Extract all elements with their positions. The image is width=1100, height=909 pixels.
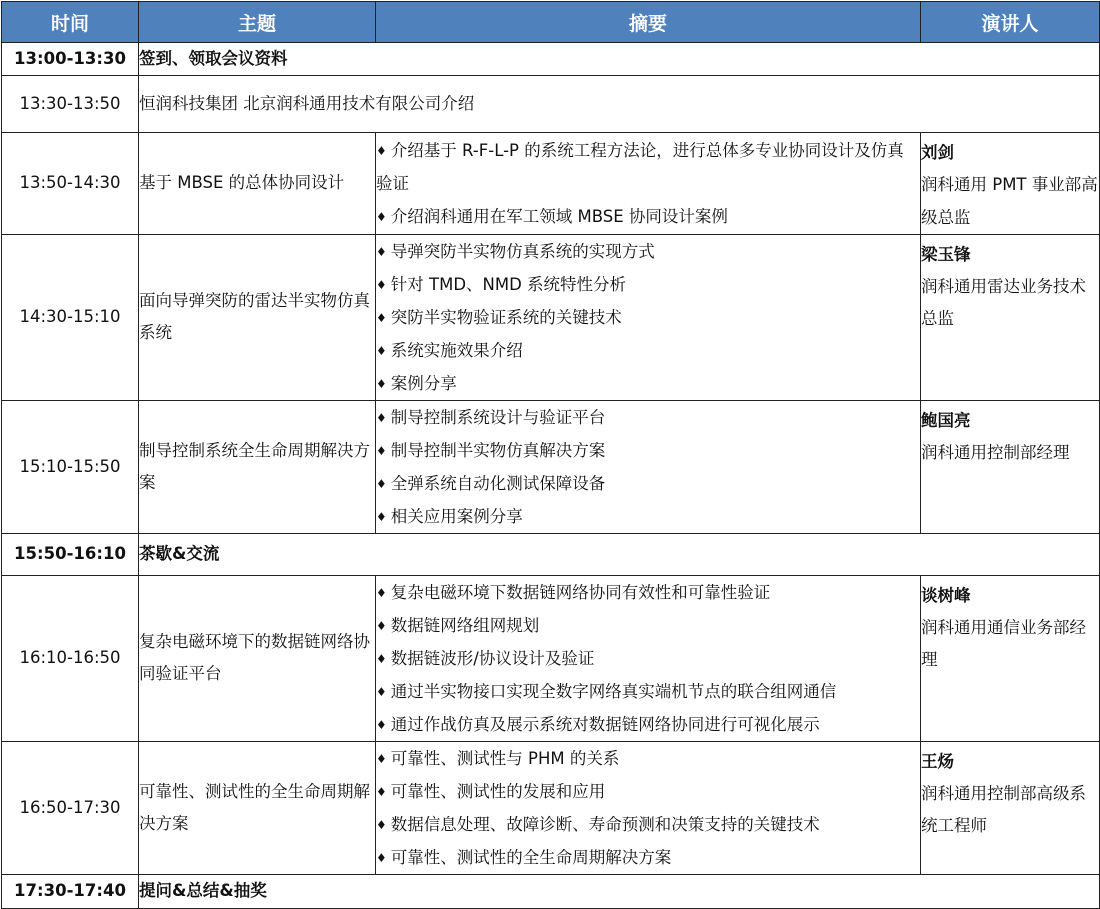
summary-item — [376, 609, 920, 642]
diamond-bullet-icon: ♦ — [376, 343, 387, 358]
header-row — [2, 2, 1100, 43]
diamond-bullet-icon: ♦ — [376, 585, 387, 600]
summary-text: 可靠性、测试性的发展和应用 — [390, 781, 606, 801]
speaker-name: 王炀 — [921, 751, 954, 771]
summary-text: 通过作战仿真及展示系统对数据链网络协同进行可视化展示 — [390, 714, 820, 734]
diamond-bullet-icon: ♦ — [376, 684, 387, 699]
summary-text: 突防半实物验证系统的关键技术 — [390, 307, 622, 327]
topic-cell: 复杂电磁环境下的数据链网络协同验证平台 — [139, 575, 376, 741]
time-cell: 13:00-13:30 — [2, 43, 139, 76]
header-summary: 摘要 — [376, 2, 921, 43]
summary-cell — [376, 741, 921, 874]
speaker-cell — [921, 234, 1100, 400]
diamond-bullet-icon: ♦ — [376, 310, 387, 325]
header-speaker: 演讲人 — [921, 2, 1100, 43]
session-title-cell: 恒润科技集团 北京润科通用技术有限公司介绍 — [139, 76, 1100, 133]
summary-item — [376, 808, 920, 841]
time-cell: 15:10-15:50 — [2, 400, 139, 533]
summary-item — [376, 775, 920, 808]
table-row — [2, 874, 1100, 908]
summary-text: 数据链网络组网规划 — [390, 615, 540, 635]
summary-item — [376, 134, 920, 200]
summary-text: 案例分享 — [390, 373, 457, 393]
summary-text: 可靠性、测试性与 PHM 的关系 — [390, 748, 620, 768]
summary-item — [376, 434, 920, 467]
speaker-name: 梁玉锋 — [921, 244, 971, 264]
topic-cell: 基于 MBSE 的总体协同设计 — [139, 133, 376, 235]
time-cell: 13:50-14:30 — [2, 133, 139, 235]
summary-item — [376, 675, 920, 708]
table-row — [2, 43, 1100, 76]
speaker-cell — [921, 575, 1100, 741]
table-row — [2, 575, 1100, 741]
summary-cell — [376, 400, 921, 533]
summary-text: 相关应用案例分享 — [390, 506, 523, 526]
diamond-bullet-icon: ♦ — [376, 476, 387, 491]
diamond-bullet-icon: ♦ — [376, 143, 387, 158]
table-row — [2, 76, 1100, 133]
summary-item — [376, 708, 920, 741]
summary-item — [376, 367, 920, 400]
speaker-role: 润科通用 PMT 事业部高级总监 — [921, 175, 1098, 227]
summary-text: 全弹系统自动化测试保障设备 — [390, 473, 606, 493]
summary-item — [376, 200, 920, 233]
summary-item — [376, 235, 920, 268]
diamond-bullet-icon: ♦ — [376, 751, 387, 766]
summary-text: 导弹突防半实物仿真系统的实现方式 — [390, 241, 655, 261]
header-time: 时间 — [2, 2, 139, 43]
header-topic: 主题 — [139, 2, 376, 43]
diamond-bullet-icon: ♦ — [376, 850, 387, 865]
diamond-bullet-icon: ♦ — [376, 244, 387, 259]
summary-text: 针对 TMD、NMD 系统特性分析 — [390, 274, 627, 294]
topic-cell: 面向导弹突防的雷达半实物仿真系统 — [139, 234, 376, 400]
diamond-bullet-icon: ♦ — [376, 509, 387, 524]
session-title-cell: 签到、领取会议资料 — [139, 43, 1100, 76]
table-row — [2, 741, 1100, 874]
summary-item — [376, 500, 920, 533]
speaker-cell — [921, 741, 1100, 874]
diamond-bullet-icon: ♦ — [376, 784, 387, 799]
time-cell: 16:10-16:50 — [2, 575, 139, 741]
summary-text: 复杂电磁环境下数据链网络协同有效性和可靠性验证 — [390, 582, 771, 602]
speaker-role: 润科通用雷达业务技术总监 — [921, 276, 1086, 329]
summary-cell — [376, 133, 921, 235]
diamond-bullet-icon: ♦ — [376, 717, 387, 732]
table-row — [2, 400, 1100, 533]
time-cell: 15:50-16:10 — [2, 533, 139, 575]
table-row — [2, 533, 1100, 575]
summary-text: 制导控制系统设计与验证平台 — [390, 407, 606, 427]
summary-item — [376, 334, 920, 367]
summary-text: 制导控制半实物仿真解决方案 — [390, 440, 606, 460]
summary-cell — [376, 234, 921, 400]
session-title-cell: 提问&总结&抽奖 — [139, 874, 1100, 908]
diamond-bullet-icon: ♦ — [376, 376, 387, 391]
speaker-name: 鲍国亮 — [921, 410, 971, 430]
time-cell: 16:50-17:30 — [2, 741, 139, 874]
summary-text: 数据信息处理、故障诊断、寿命预测和决策支持的关键技术 — [390, 814, 820, 834]
diamond-bullet-icon: ♦ — [376, 443, 387, 458]
speaker-cell — [921, 400, 1100, 533]
summary-text: 介绍基于 R-F-L-P 的系统工程方法论，进行总体多专业协同设计及仿真验证 — [376, 140, 904, 193]
diamond-bullet-icon: ♦ — [376, 209, 387, 224]
summary-item — [376, 742, 920, 775]
speaker-cell — [921, 133, 1100, 235]
summary-text: 介绍润科通用在军工领域 MBSE 协同设计案例 — [390, 206, 728, 226]
summary-item — [376, 642, 920, 675]
speaker-role: 润科通用通信业务部经理 — [921, 617, 1086, 670]
topic-cell: 制导控制系统全生命周期解决方案 — [139, 400, 376, 533]
summary-item — [376, 841, 920, 874]
agenda-body — [2, 43, 1100, 909]
diamond-bullet-icon: ♦ — [376, 277, 387, 292]
summary-text: 数据链波形/协议设计及验证 — [390, 648, 595, 668]
summary-text: 可靠性、测试性的全生命周期解决方案 — [390, 847, 672, 867]
table-row — [2, 234, 1100, 400]
diamond-bullet-icon: ♦ — [376, 410, 387, 425]
summary-item — [376, 301, 920, 334]
speaker-role: 润科通用控制部经理 — [921, 442, 1070, 462]
summary-text: 通过半实物接口实现全数字网络真实端机节点的联合组网通信 — [390, 681, 837, 701]
summary-item — [376, 268, 920, 301]
speaker-name: 刘剑 — [921, 143, 954, 163]
time-cell: 17:30-17:40 — [2, 874, 139, 908]
diamond-bullet-icon: ♦ — [376, 651, 387, 666]
table-row — [2, 133, 1100, 235]
agenda-table — [1, 1, 1100, 909]
speaker-role: 润科通用控制部高级系统工程师 — [921, 783, 1086, 836]
time-cell: 13:30-13:50 — [2, 76, 139, 133]
time-cell: 14:30-15:10 — [2, 234, 139, 400]
session-title-cell: 茶歇&交流 — [139, 533, 1100, 575]
speaker-name: 谈树峰 — [921, 585, 971, 605]
summary-item — [376, 576, 920, 609]
summary-item — [376, 401, 920, 434]
summary-text: 系统实施效果介绍 — [390, 340, 523, 360]
topic-cell: 可靠性、测试性的全生命周期解决方案 — [139, 741, 376, 874]
diamond-bullet-icon: ♦ — [376, 817, 387, 832]
diamond-bullet-icon: ♦ — [376, 618, 387, 633]
summary-cell — [376, 575, 921, 741]
summary-item — [376, 467, 920, 500]
